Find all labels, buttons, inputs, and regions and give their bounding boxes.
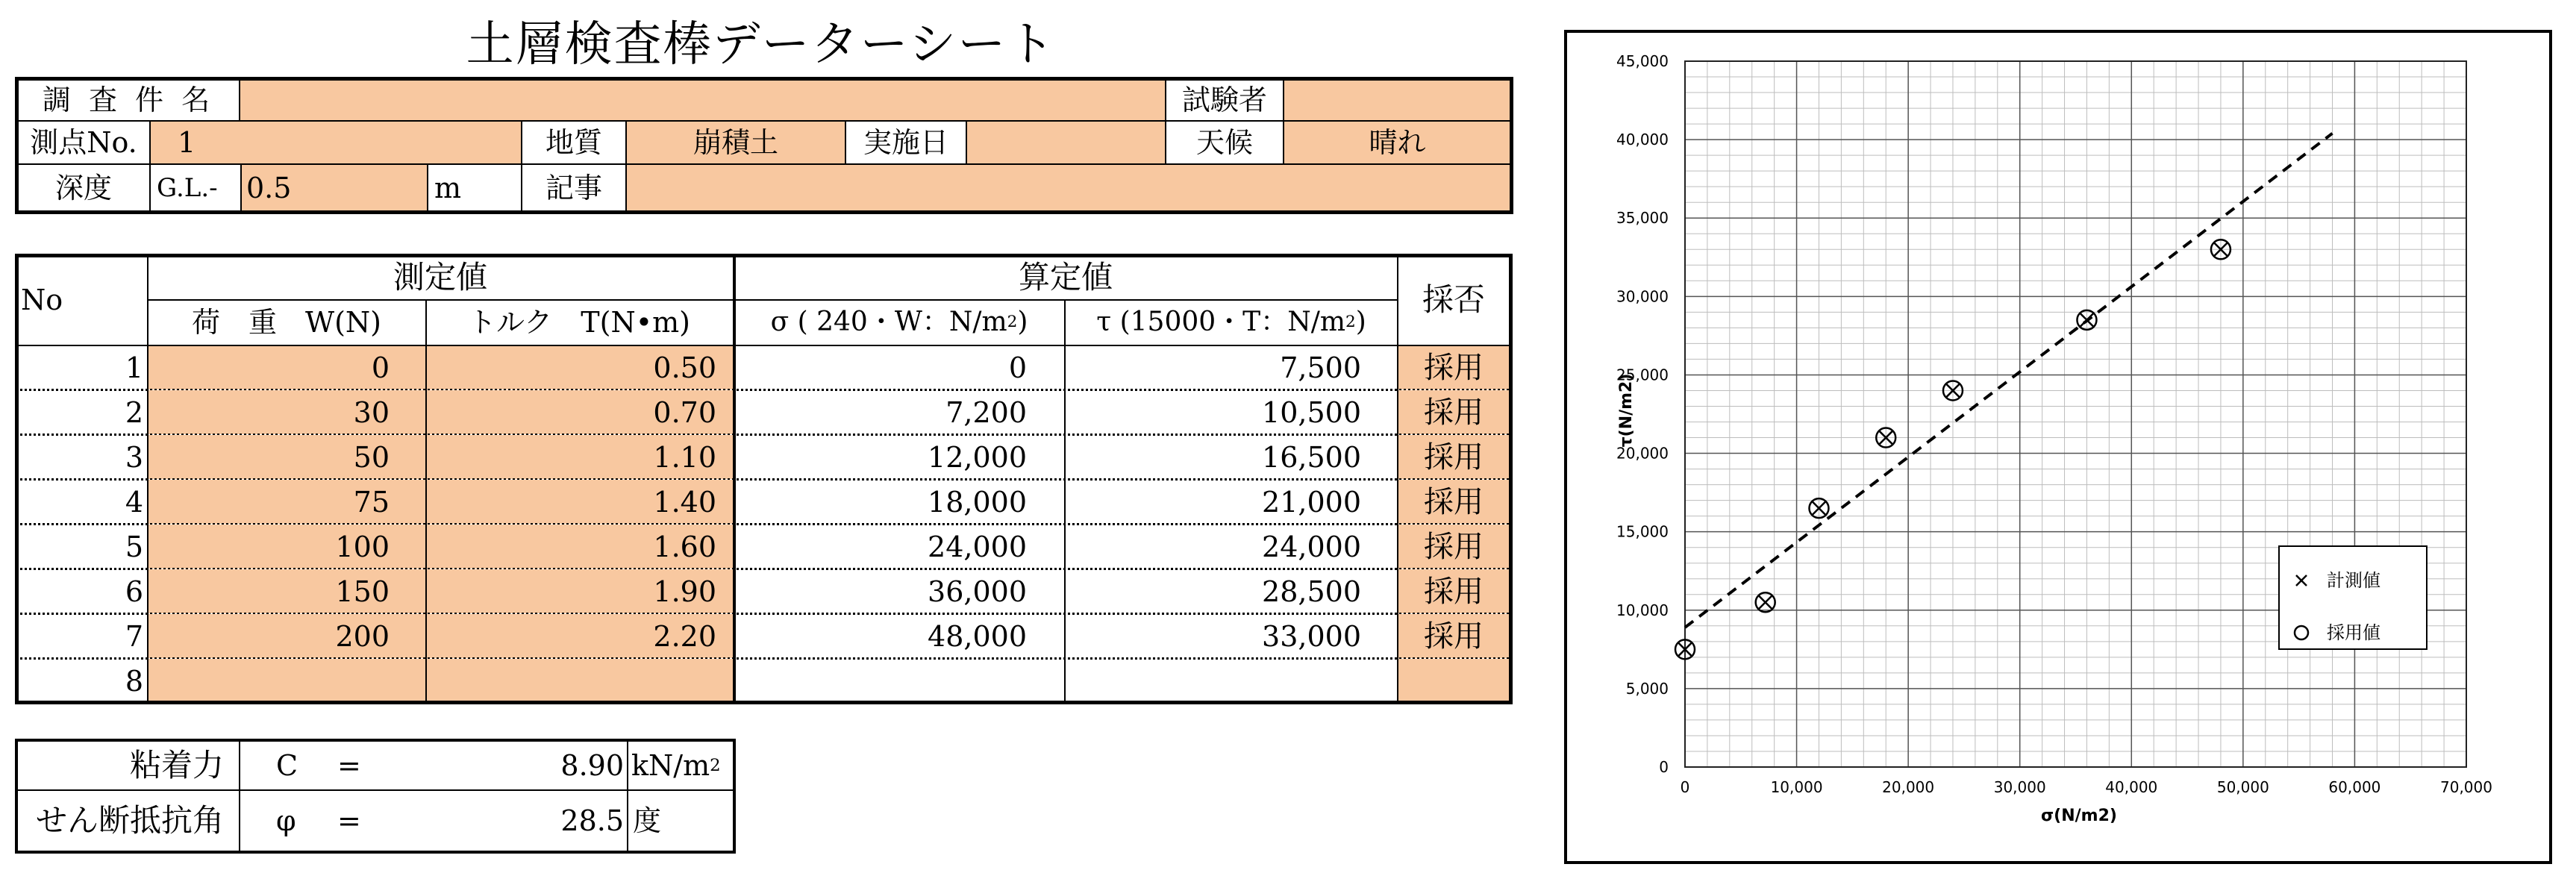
geology-field[interactable]: 崩積土 — [625, 120, 846, 165]
y-tick-label: 35,000 — [1616, 209, 1669, 228]
phi-equals: = — [337, 804, 361, 837]
table-cell-tau[interactable]: 7,500 — [1280, 351, 1361, 384]
examiner-label: 試験者 — [1165, 78, 1284, 122]
cohesion-value: 8.90 — [560, 749, 624, 782]
table-cell-load[interactable]: 75 — [148, 480, 425, 524]
x-tick-label: 60,000 — [2328, 778, 2381, 796]
y-tick-label: 10,000 — [1616, 601, 1669, 619]
sigma-header-close: ) — [1017, 307, 1028, 337]
x-tick-label: 50,000 — [2216, 778, 2269, 796]
x-tick-label: 10,000 — [1770, 778, 1823, 796]
table-cell-no[interactable]: 4 — [125, 485, 143, 519]
point-label: 測点No. — [16, 120, 151, 165]
table-cell-adopt[interactable]: 採用 — [1398, 345, 1509, 389]
header-frame — [15, 77, 1513, 214]
x-tick-label: 0 — [1680, 778, 1690, 796]
measured-point — [1759, 595, 1772, 609]
torque-column-header: トルク T(N•m) — [468, 306, 690, 339]
table-cell-no[interactable]: 6 — [125, 575, 143, 608]
phi-value: 28.5 — [560, 804, 624, 837]
table-cell-tau[interactable]: 10,500 — [1262, 395, 1361, 429]
measured-header: 測定値 — [393, 259, 487, 295]
table-cell-sigma[interactable]: 24,000 — [928, 530, 1027, 563]
tau-header-sup: 2 — [1345, 313, 1356, 332]
table-cell-adopt[interactable]: 採用 — [1398, 614, 1509, 658]
y-tick-label: 30,000 — [1616, 287, 1669, 306]
survey-name-label: 調 査 件 名 — [16, 78, 240, 122]
depth-unit: m — [427, 163, 522, 213]
table-cell-sigma[interactable]: 0 — [1008, 351, 1027, 384]
table-cell-load[interactable]: 150 — [148, 569, 425, 613]
legend — [2279, 546, 2427, 649]
x-tick-label: 40,000 — [2105, 778, 2158, 796]
cohesion-symbol: C — [276, 749, 298, 782]
table-cell-tau[interactable]: 21,000 — [1262, 485, 1361, 519]
y-axis-label: τ(N/m2) — [1617, 373, 1636, 448]
table-cell-tau[interactable]: 24,000 — [1262, 530, 1361, 563]
depth-label: 深度 — [16, 163, 151, 213]
table-cell-no[interactable]: 7 — [125, 619, 143, 653]
shear-strength-chart — [1564, 30, 2552, 864]
table-cell-load[interactable]: 50 — [148, 435, 425, 479]
x-tick-label: 20,000 — [1882, 778, 1935, 796]
table-cell-tau[interactable]: 28,500 — [1262, 575, 1361, 608]
weather-label: 天候 — [1165, 120, 1284, 165]
notes-label: 記事 — [521, 163, 627, 213]
table-cell-load[interactable]: 0 — [148, 345, 425, 389]
table-cell-sigma[interactable]: 7,200 — [945, 395, 1027, 429]
legend-label: 計測値 — [2327, 570, 2380, 591]
depth-field[interactable]: 0.5 — [240, 163, 428, 213]
y-tick-label: 0 — [1659, 758, 1669, 776]
y-tick-label: 15,000 — [1616, 522, 1669, 541]
x-tick-label: 30,000 — [1993, 778, 2046, 796]
table-cell-load[interactable]: 100 — [148, 525, 425, 569]
sheet-title: 土層検査棒データーシート — [466, 17, 1057, 72]
table-cell-torque[interactable]: 1.60 — [425, 525, 733, 569]
table-cell-no[interactable]: 3 — [125, 440, 143, 474]
table-cell-load[interactable]: 200 — [148, 614, 425, 658]
table-cell-no[interactable]: 5 — [125, 530, 143, 563]
table-cell-adopt[interactable]: 採用 — [1398, 435, 1509, 479]
table-cell-load[interactable]: 30 — [148, 390, 425, 434]
y-tick-label: 5,000 — [1625, 679, 1669, 698]
table-cell-torque[interactable]: 2.20 — [425, 614, 733, 658]
sigma-header-sup: 2 — [1007, 313, 1018, 332]
phi-symbol: φ — [276, 804, 296, 837]
phi-label: せん断抵抗角 — [35, 802, 224, 839]
table-cell-tau[interactable]: 33,000 — [1262, 619, 1361, 653]
load-column-header: 荷 重 W(N) — [192, 306, 381, 339]
x-tick-label: 70,000 — [2440, 778, 2492, 796]
cohesion-unit-text: kN/m — [631, 749, 710, 782]
table-cell-adopt[interactable]: 採用 — [1398, 480, 1509, 524]
table-cell-tau[interactable]: 16,500 — [1262, 440, 1361, 474]
tau-header-close: ) — [1355, 307, 1366, 337]
table-cell-torque[interactable]: 0.70 — [425, 390, 733, 434]
table-cell-adopt[interactable]: 採用 — [1398, 390, 1509, 434]
legend-label: 採用値 — [2327, 622, 2380, 643]
phi-unit: 度 — [633, 804, 662, 837]
table-cell-torque[interactable]: 0.50 — [425, 345, 733, 389]
table-cell-adopt[interactable]: 採用 — [1398, 525, 1509, 569]
y-tick-label: 20,000 — [1616, 444, 1669, 463]
table-cell-no[interactable]: 1 — [125, 351, 143, 384]
gl-label: G.L.- — [149, 163, 242, 213]
cohesion-unit-sup: 2 — [710, 755, 721, 775]
cohesion-equals: = — [337, 749, 361, 782]
table-cell-sigma[interactable]: 12,000 — [928, 440, 1027, 474]
table-cell-sigma[interactable]: 18,000 — [928, 485, 1027, 519]
plot-area-border — [1685, 61, 2466, 767]
y-tick-label: 45,000 — [1616, 52, 1669, 70]
weather-field[interactable]: 晴れ — [1283, 120, 1512, 165]
table-cell-torque[interactable]: 1.40 — [425, 480, 733, 524]
table-cell-sigma[interactable]: 36,000 — [928, 575, 1027, 608]
y-tick-label: 25,000 — [1616, 366, 1669, 384]
calculated-header: 算定値 — [1018, 259, 1113, 295]
adopt-header: 採否 — [1422, 281, 1485, 318]
table-frame — [15, 254, 1513, 704]
tau-header-text: τ (15000・T：N/m — [1096, 307, 1345, 337]
table-cell-sigma[interactable]: 48,000 — [928, 619, 1027, 653]
geology-label: 地質 — [521, 120, 627, 165]
x-axis-label: σ(N/m2) — [2041, 807, 2117, 825]
point-field[interactable]: 1 — [149, 120, 522, 165]
table-cell-no[interactable]: 2 — [125, 395, 143, 429]
fit-line — [1685, 134, 2333, 628]
table-cell-no[interactable]: 8 — [125, 664, 143, 698]
y-tick-label: 40,000 — [1616, 131, 1669, 149]
no-header: No — [21, 284, 63, 316]
table-cell-torque[interactable]: 1.90 — [425, 569, 733, 613]
results-frame — [15, 739, 736, 854]
table-cell-torque[interactable]: 1.10 — [425, 435, 733, 479]
sigma-header-text: σ ( 240・W：N/m — [770, 307, 1007, 337]
table-cell-adopt[interactable]: 採用 — [1398, 569, 1509, 613]
date-label: 実施日 — [845, 120, 967, 165]
cohesion-label: 粘着力 — [129, 747, 224, 783]
